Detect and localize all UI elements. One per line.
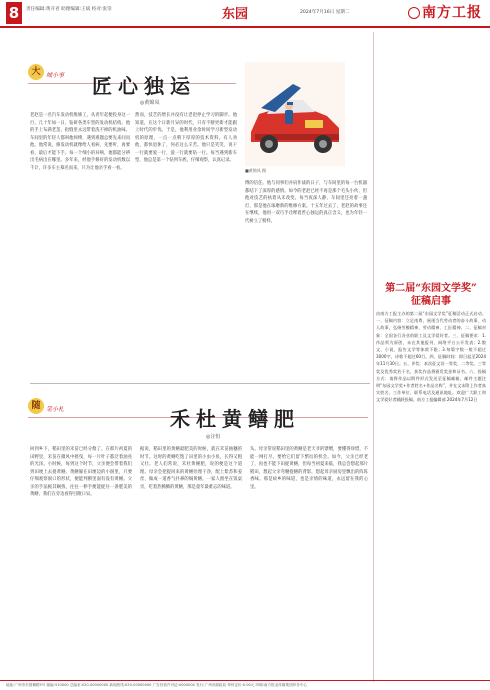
article-body-col1: 老赵是一名汽车发动机维修工，从青年起便投身这一行，几十年如一日，钻研各类车型的发动机结构。他的手上布满老茧，指缝里永远带着洗不掉的机油味。车间里的年轻人都叫他师傅，遇到难题总要先来问问他。他常说，修发动机就像给人看病，先要听，再要看，最后才能下手。每一个细小的异响，他都能分辨出毛病出在哪里。多年来，经他手修好的发动机数以千计，许多车主慕名而来，只为让他亲手看一看。 [30,113,130,171]
article2-body-col1: 回到乡下，稻田里的禾苗已经分蘖了。在那片初夏的田野里，禾苗在微风中摇曳，每一片叶子都泛着油亮的光泽。小时候，每到这个时节，父亲便会带着我们到田埂上去捉黄鳝。黄鳝躲在田埂边的小洞里，只要仔细观察洞口的形状，便能判断里面有没有黄鳝。父亲的手法极其娴熟，往往一伸手便能捉住一条肥美的黄鳝，我们在旁边看得目瞪口呆。 [30,447,132,497]
column-divider [373,32,374,682]
page-number: 8 [6,2,22,24]
issue-date: 2024年7月16日 星期二 [300,10,350,15]
column-badge: 大 [28,64,44,80]
masthead [408,2,482,22]
article-byline-2: ◎汪恒 [206,434,221,440]
sidebar-notice: 由南方工报主办的第二届“东园文学奖”征稿活动正式启动。一、征稿内容：立足南粤，展现当代劳动者的奋斗故事、动人故事，弘扬劳模精神、劳动精神、工匠精神。二、征稿对象：全国各行各业的职工及文学爱好者。三、征稿要求：1.作品须为原创，未在其他报刊、网络平台公开发表；2.散文、小说、报告文学等体裁不限；3.每篇字数一般不超过3000字，诗歌不超过60行。四、征稿时间：即日起至2024年11月30日。五、评奖：本次征文设一等奖、二等奖、三等奖及优秀奖若干名，获奖作品将颁发奖金和证书。六、投稿方式：请将作品以附件形式发送至征稿邮箱，邮件主题注明“东园文学奖+作者姓名+作品名称”，并在文末附上作者真实姓名、工作单位、联系电话及通讯地址。欢迎广大职工和文学爱好者踊跃投稿。南方工报编辑部 2024年7月12日 [376,311,486,403]
sidebar-title-line1: 第二届“东园文学奖” [385,283,477,294]
article-divider [30,383,370,384]
column-badge-2: 随 [28,398,44,414]
sidebar-title-line2: 征稿启事 [411,296,451,307]
article-title-2: 禾杜黄鳝肥 [170,407,300,431]
article-body-col2: 然而，技艺的增长并没有让老赵停止学习的脚步。他知道，在这个日新月异的时代，只有不断更新才能跟上时代的步伐。于是，他利用业余时间学习新型发动机的原理，一点一点啃下厚厚的技术资料。有人劝他，都快退休了，何必这么辛苦。他只是笑笑，说干一行就要爱一行，爱一行就要钻一行。每当遇到新车型，他总是第一个钻到车底，仔细观察，认真记录。 [135,113,237,163]
article-title: 匠心独运 [92,74,196,98]
mechanic-figure [285,102,293,124]
page-footer: 地址:广州市东园横路5号 邮编:510000 总编室:020-00000000 新闻热线:020-00000000 广告经营许可证:0000000 发行:广州市邮政局 每份定价:0.00元 印刷:南方报业传媒集团印务中心 [0,680,490,690]
page-header [0,0,490,28]
car-illustration [245,62,345,166]
sidebar-heading [376,282,486,308]
article2-body-col2: 据说，稻田里的黄鳝最肥美的时候，就在禾苗抽穗的时节。这时的黄鳝吃饱了田里的小虫小鱼，长得又粗又壮。老人们常说，禾杜黄鳝肥，说的便是这个道理。母亲会把捉回来的黄鳝处理干净，配上紫苏和姜丝，做成一道香气扑鼻的焖黄鳝。一家人围坐在饭桌旁，吃着热腾腾的黄鳝，那是童年最难忘的味道。 [140,447,242,490]
brand-name: 南方工报 [422,5,482,21]
section-title: 东园 [222,7,249,22]
editor-credits: 责任编辑:黄开君 助理编辑:王斌 校对:张崇 [26,7,112,12]
brand-logo-icon [408,7,420,19]
article-byline: ◎黄锦凤 [140,100,160,106]
article-body-col3: 傅的信任。他与同事们并肩作战的日子，与车间里的每一台机器都结下了深厚的感情。如今的老赵已经不再是那个毛头小伙，但他对技艺的执着从未改变。每当夜深人静，车间里还亮着一盏灯，那是他在琢磨新的维修方案。十五年过去了，老赵的故事还在继续，他用一双巧手诠释着匠心独运的真正含义，也为年轻一代树立了榜样。 [245,181,367,224]
article2-body-col3: 头。母亲常说稻田里的黄鳝是老天爷的馈赠，要懂得珍惜，不能一网打尽，要给它们留下繁衍的机会。如今，父亲已经老了，再也不能下田捉黄鳝，但每当初夏来临，我总会想起那片稻田，想起父亲弯腰捉鳝的背影，想起母亲厨房里飘出的阵阵香味。那是故乡的味道，也是亲情的味道，永远留在我的心里。 [250,447,368,490]
column-name: 城小事 [46,72,65,79]
illustration-caption: ■黄锦凤 摄 [245,168,267,173]
engine-part [305,120,323,128]
column-name-2: 笔小札 [46,406,65,413]
